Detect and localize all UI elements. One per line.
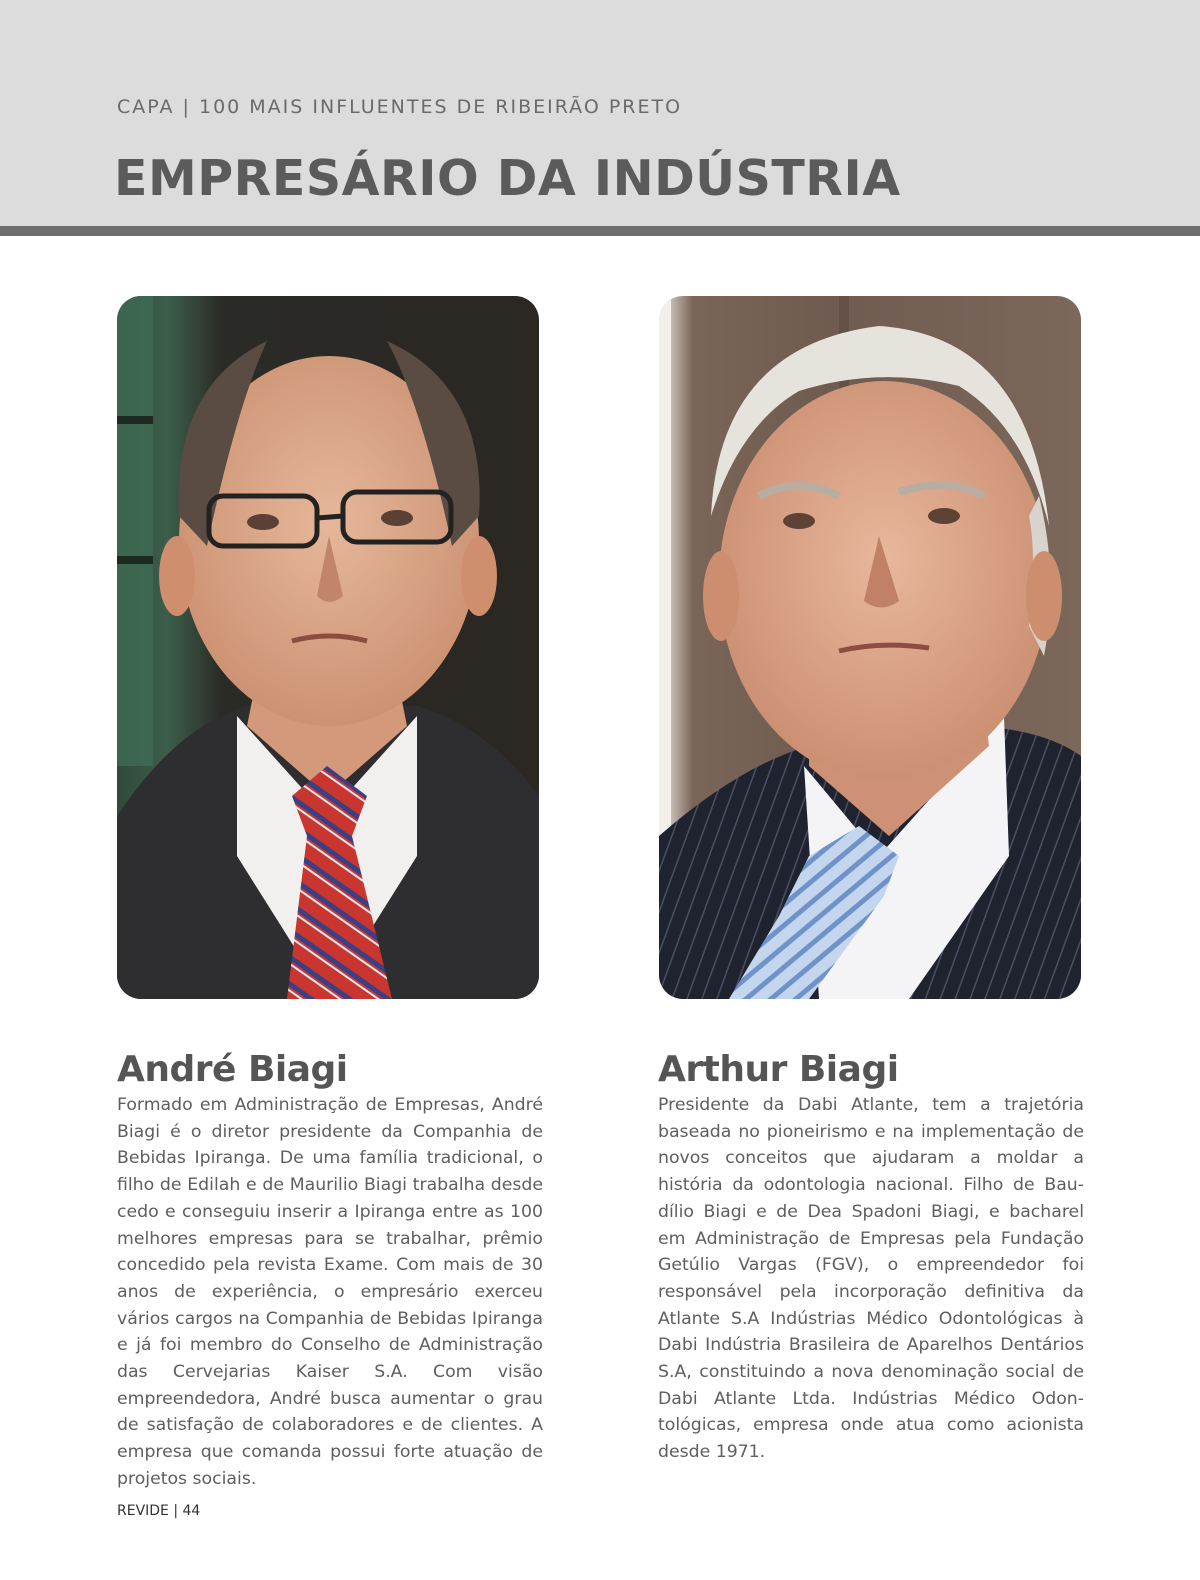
portrait-arthur-biagi [659, 296, 1081, 999]
profile-bio: Formado em Administração de Empresas, André Biagi é o diretor presidente da Companhia de Bebidas Ipiranga. De uma família tradicional, o filho de Edilah e de Maurilio Biagi trabalha desde cedo e conseguiu inserir a Ipiranga entre as 100 melhores empresas para se trabalhar, prêmio concedido pela revista Exame. Com mais de 30 anos de experiência, o empresário exerceu vários cargos na Companhia de Bebidas Ipiranga e já foi membro do Conselho de Administração das Cervejarias Kaiser S.A. Com visão empreendedora, André busca aumentar o grau de satisfação de colaboradores e de clientes. A empresa que comanda possui forte atuação de projetos sociais. [117, 1095, 543, 1489]
profile-andre-biagi [117, 1048, 543, 1493]
page-footer: REVIDE | 44 [117, 1503, 201, 1519]
profile-arthur-biagi [658, 1048, 1084, 1466]
profile-name: André Biagi [117, 1049, 348, 1090]
profile-bio: Presidente da Dabi Atlante, tem a trajetória baseada no pioneirismo e na implementação de novos conceitos que ajudaram a moldar a história da odontologia nacional. Filho de Baudílio Biagi e de Dea Spadoni Biagi, e bacharel em Administração de Empresas pela Fundação Getúlio Vargas (FGV), o empreendedor foi responsável pela incorporação definitiva da Atlante S.A Indústrias Médico Odontológicas à Dabi Indústria Brasileira de Aparelhos Dentários S.A, constituindo a nova denominação social de Dabi Atlante Ltda. Indústrias Médico Odontológicas, empresa onde atua como acionista desde 1971. [658, 1095, 1084, 1463]
profile-name: Arthur Biagi [658, 1049, 899, 1090]
header-rule [0, 226, 1200, 236]
portrait-andre-biagi [117, 296, 539, 999]
page-title: EMPRESÁRIO DA INDÚSTRIA [114, 150, 901, 207]
section-kicker: CAPA | 100 MAIS INFLUENTES DE RIBEIRÃO PRETO [117, 96, 683, 118]
